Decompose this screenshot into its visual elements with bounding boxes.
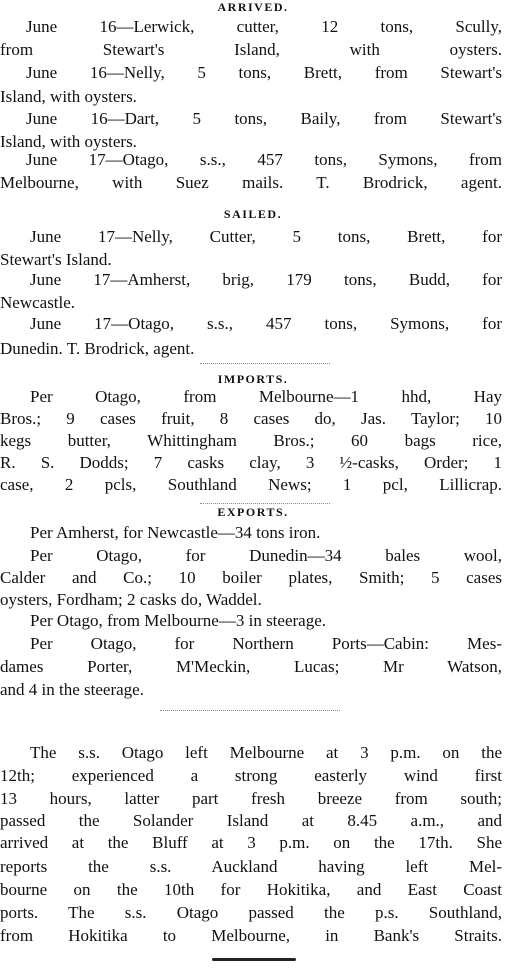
sailed-heading: SAILED. bbox=[223, 207, 283, 221]
report-line: reports the s.s. Auckland having left Mel- bbox=[0, 857, 502, 876]
imports-line: Per Otago, from Melbourne—1 hhd, Hay bbox=[30, 387, 502, 406]
report-line: arrived at the Bluff at 3 p.m. on the 17th. She bbox=[0, 833, 502, 852]
sailed-line: June 17—Otago, s.s., 457 tons, Symons, for bbox=[30, 314, 502, 333]
imports-line: R. S. Dodds; 7 casks clay, 3 ½-casks, Order; 1 bbox=[0, 453, 502, 472]
report-line: bourne on the 10th for Hokitika, and East Coast bbox=[0, 880, 502, 899]
arrived-line: June 16—Dart, 5 tons, Baily, from Stewart's bbox=[26, 109, 502, 128]
report-line: ports. The s.s. Otago passed the p.s. Southland, bbox=[0, 903, 502, 922]
exports-line: Per Amherst, for Newcastle—34 tons iron. bbox=[30, 523, 321, 542]
report-line: passed the Solander Island at 8.45 a.m., and bbox=[0, 811, 502, 830]
exports-line: Per Otago, for Northern Ports—Cabin: Mes- bbox=[30, 634, 502, 653]
report-line: 13 hours, latter part fresh breeze from south; bbox=[0, 789, 502, 808]
section-divider bbox=[200, 363, 330, 364]
arrived-line: from Stewart's Island, with oysters. bbox=[0, 40, 502, 59]
exports-line: Per Otago, from Melbourne—3 in steerage. bbox=[30, 611, 326, 630]
arrived-line: June 17—Otago, s.s., 457 tons, Symons, from bbox=[26, 150, 502, 169]
sailed-line: Stewart's Island. bbox=[0, 250, 112, 269]
report-line: 12th; experienced a strong easterly wind first bbox=[0, 766, 502, 785]
exports-line: oysters, Fordham; 2 casks do, Waddel. bbox=[0, 590, 262, 609]
sailed-line: Newcastle. bbox=[0, 293, 76, 312]
exports-line: and 4 in the steerage. bbox=[0, 680, 144, 699]
imports-heading: IMPORTS. bbox=[217, 372, 289, 386]
imports-line: Bros.; 9 cases fruit, 8 cases do, Jas. Taylor; 10 bbox=[0, 409, 502, 428]
arrived-line: Melbourne, with Suez mails. T. Brodrick, agent. bbox=[0, 173, 502, 192]
exports-heading: EXPORTS. bbox=[217, 505, 289, 519]
imports-line: kegs butter, Whittingham Bros.; 60 bags rice, bbox=[0, 431, 502, 450]
sailed-line: Dunedin. T. Brodrick, agent. bbox=[0, 339, 195, 358]
sailed-line: June 17—Amherst, brig, 179 tons, Budd, for bbox=[30, 270, 502, 289]
arrived-line: Island, with oysters. bbox=[0, 132, 137, 151]
section-divider bbox=[200, 503, 330, 504]
arrived-line: Island, with oysters. bbox=[0, 87, 137, 106]
report-line: The s.s. Otago left Melbourne at 3 p.m. on the bbox=[30, 743, 502, 762]
arrived-heading: ARRIVED. bbox=[217, 0, 289, 14]
arrived-line: June 16—Nelly, 5 tons, Brett, from Stewart's bbox=[26, 63, 502, 82]
arrived-line: June 16—Lerwick, cutter, 12 tons, Scully, bbox=[26, 17, 502, 36]
closing-rule bbox=[212, 958, 296, 961]
imports-line: case, 2 pcls, Southland News; 1 pcl, Lillicrap. bbox=[0, 475, 502, 494]
exports-line: dames Porter, M'Meckin, Lucas; Mr Watson, bbox=[0, 657, 502, 676]
sailed-line: June 17—Nelly, Cutter, 5 tons, Brett, for bbox=[30, 227, 502, 246]
report-line: from Hokitika to Melbourne, in Bank's Straits. bbox=[0, 926, 502, 945]
exports-line: Calder and Co.; 10 boiler plates, Smith; 5 cases bbox=[0, 568, 502, 587]
exports-line: Per Otago, for Dunedin—34 bales wool, bbox=[30, 546, 502, 565]
section-divider bbox=[160, 710, 340, 711]
